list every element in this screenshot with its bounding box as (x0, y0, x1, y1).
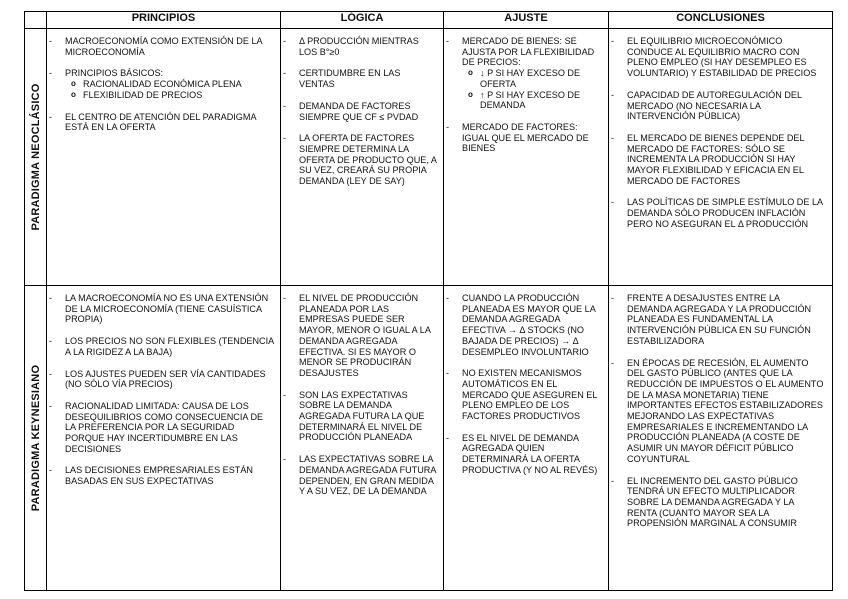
list-item (65, 293, 274, 325)
list-item-text: DEMANDA DE FACTORES SIEMPRE QUE CF ≤ PVDAD (299, 100, 419, 122)
list-item (65, 336, 274, 357)
cell-conclusiones (609, 286, 833, 591)
row-label-neoclasico: PARADIGMA NEOCLÁSICO (29, 83, 42, 231)
list-item-text: LAS EXPECTATIVAS SOBRE LA DEMANDA AGREGADA FUTURA DEPENDEN, EN GRAN MEDIDA Y A SU VEZ, DE LA DEMANDA (299, 454, 436, 497)
list-item-text: MACROECONOMÍA COMO EXTENSIÓN DE LA MICROECONOMÍA (65, 36, 263, 57)
bullet-list (609, 29, 832, 230)
list-item-text: EL CENTRO DE ATENCIÓN DEL PARADIGMA ESTÁ EN LA OFERTA (65, 111, 257, 133)
cell-logica (281, 286, 444, 591)
list-item (299, 101, 437, 122)
list-item (65, 369, 274, 390)
list-item (65, 36, 274, 57)
row-label-keynesiano: PARADIGMA KEYNESIANO (29, 364, 42, 512)
header-row (25, 12, 833, 29)
cell-conclusiones (609, 29, 833, 286)
list-item-text: LA OFERTA DE FACTORES SIEMPRE DETERMINA LA OFERTA DE PRODUCTO QUE, A SU VEZ, CREARÁ SU PROPIA DEMANDA (LEY DE SAY) (299, 133, 437, 187)
sub-list (65, 79, 274, 100)
list-item (627, 293, 826, 347)
header-logica: LÓGICA (281, 12, 444, 29)
list-item (462, 293, 602, 357)
list-item-text: PRINCIPIOS BÁSICOS: (65, 68, 164, 79)
list-item-text: EL MERCADO DE BIENES DEPENDE DEL MERCADO DE FACTORES: SÓLO SE INCREMENTA LA PRODUCCIÓN SI HAY MAYOR FLEXIBILIDAD Y EFICACIA EN EL MERCADO DE FACTORES (627, 132, 805, 186)
sub-list-item: o ↑ P SI HAY EXCESO DE DEMANDA (480, 90, 602, 111)
list-item-text: SON LAS EXPECTATIVAS SOBRE LA DEMANDA AGREGADA FUTURA LA QUE DETERMINARÁ EL NIVEL DE PRODUCCIÓN PLANEADA (299, 389, 425, 443)
list-item-text: LAS DECISIONES EMPRESARIALES ESTÁN BASADAS EN SUS EXPECTATIVAS (65, 465, 253, 487)
sub-list-item: o RACIONALIDAD ECONÓMICA PLENA (83, 79, 274, 90)
list-item (627, 36, 826, 79)
list-item-text: LOS AJUSTES PUEDEN SER VÍA CANTIDADES (NO SÓLO VÍA PRECIOS) (65, 368, 266, 390)
list-item (627, 133, 826, 187)
cell-principios (47, 29, 281, 286)
list-item-text: CERTIDUMBRE EN LAS VENTAS (299, 68, 401, 90)
row-keynesiano (25, 286, 833, 591)
list-item-text: Δ PRODUCCIÓN MIENTRAS LOS B°≥0 (299, 36, 419, 57)
list-item (65, 465, 274, 486)
row-label-cell (25, 29, 47, 286)
list-item (627, 476, 826, 530)
sub-list-item: o ↓ P SI HAY EXCESO DE OFERTA (480, 68, 602, 89)
cell-ajuste (444, 286, 609, 591)
list-item (627, 197, 826, 229)
list-item (462, 368, 602, 422)
list-item-text: LAS POLÍTICAS DE SIMPLE ESTÍMULO DE LA DEMANDA SÓLO PRODUCEN INFLACIÓN PERO NO ASEGURAN EL Δ PRODUCCIÓN (627, 197, 823, 229)
sub-list-item: o FLEXIBILIDAD DE PRECIOS (83, 90, 274, 101)
list-item-text: MERCADO DE BIENES: SE AJUSTA POR LA FLEXIBILIDAD DE PRECIOS: (462, 36, 595, 68)
list-item-text: LOS PRECIOS NO SON FLEXIBLES (TENDENCIA A LA RIGIDEZ A LA BAJA) (65, 336, 274, 357)
header-ajuste: AJUSTE (444, 12, 609, 29)
list-item-text: NO EXISTEN MECANISMOS AUTOMÁTICOS EN EL MERCADO QUE ASEGUREN EL PLENO EMPLEO DE LOS FACTORES PRODUCTIVOS (462, 368, 598, 422)
sub-list (462, 68, 602, 111)
list-item-text: FRENTE A DESAJUSTES ENTRE LA DEMANDA AGREGADA Y LA PRODUCCIÓN PLANEADA ES FUNDAMENTAL LA INTERVENCIÓN PÚBLICA EN SU FUNCIÓN ESTABILIZADORA (627, 293, 812, 346)
list-item (462, 433, 602, 476)
list-item-text: EN ÉPOCAS DE RECESIÓN, EL AUMENTO DEL GASTO PÚBLICO (ANTES QUE LA REDUCCIÓN DE IMPUESTOS O EL AUMENTO DE LA MASA MONETARIA) TIENE IMPORTANTES EFECTOS ESTABILIZADORES MEJORANDO LAS EXPECTATIVAS EMPRESARIALES E INCREMENTANDO LA PRODUCCIÓN PLANEADA (A COSTE DE ASUMIR UN MAYOR DÉFICIT PÚBLICO COYUNTURAL (627, 357, 824, 464)
list-item (65, 112, 274, 133)
list-item-text: CAPACIDAD DE AUTOREGULACIÓN DEL MERCADO (NO NECESARIA LA INTERVENCIÓN PÚBLICA) (627, 89, 802, 122)
cell-principios (47, 286, 281, 591)
list-item-text: RACIONALIDAD LIMITADA: CAUSA DE LOS DESEQUILIBRIOS COMO CONSECUENCIA DE LA PREFERENCIA POR LA SEGURIDAD PORQUE HAY INCERTIDUMBRE EN LAS DECISIONES (65, 400, 264, 454)
bullet-list (281, 286, 443, 497)
list-item (65, 401, 274, 455)
list-item (299, 133, 437, 187)
row-neoclasico (25, 29, 833, 286)
list-item (627, 358, 826, 465)
list-item-text: LA MACROECONOMÍA NO ES UNA EXTENSIÓN DE LA MICROECONOMÍA (TIENE CASUÍSTICA PROPIA) (65, 293, 269, 325)
list-item (299, 293, 437, 379)
list-item-text: MERCADO DE FACTORES: IGUAL QUE EL MERCADO DE BIENES (462, 121, 589, 154)
list-item (299, 454, 437, 497)
bullet-list (444, 29, 608, 154)
bullet-list (609, 286, 832, 529)
row-label-cell (25, 286, 47, 591)
list-item-text: EL EQUILIBRIO MICROECONÓMICO CONDUCE AL EQUILIBRIO MACRO CON PLENO EMPLEO (SI HAY DESEMPLEO ES VOLUNTARIO) Y ESTABILIDAD DE PRECIOS (627, 36, 817, 79)
corner-cell (25, 12, 47, 29)
cell-ajuste (444, 29, 609, 286)
bullet-list (47, 29, 280, 133)
list-item-text: EL INCREMENTO DEL GASTO PÚBLICO TENDRÁ UN EFECTO MULTIPLICADOR SOBRE LA DEMANDA AGREGADA Y LA RENTA (CUANTO MAYOR SEA LA PROPENSIÓN MARGINAL A CONSUMIR (627, 475, 798, 529)
list-item-text: ES EL NIVEL DE DEMANDA AGREGADA QUIEN DETERMINARÁ LA OFERTA PRODUCTIVA (Y NO AL REVÉS) (462, 432, 598, 475)
bullet-list (281, 29, 443, 187)
list-item (299, 36, 437, 57)
header-principios: PRINCIPIOS (47, 12, 281, 29)
bullet-list (47, 286, 280, 487)
list-item-text: CUANDO LA PRODUCCIÓN PLANEADA ES MAYOR QUE LA DEMANDA AGREGADA EFECTIVA → Δ STOCKS (NO BAJADA DE PRECIOS) → Δ DESEMPLEO INVOLUNTARIO (462, 293, 596, 357)
list-item (299, 390, 437, 444)
list-item (299, 68, 437, 89)
list-item (627, 90, 826, 122)
list-item (462, 122, 602, 154)
paradigms-table (24, 11, 833, 591)
bullet-list (444, 286, 608, 476)
list-item (462, 36, 602, 111)
cell-logica (281, 29, 444, 286)
list-item (65, 68, 274, 100)
header-conclusiones: CONCLUSIONES (609, 12, 833, 29)
list-item-text: EL NIVEL DE PRODUCCIÓN PLANEADA POR LAS EMPRESAS PUEDE SER MAYOR, MENOR O IGUAL A LA DEMANDA AGREGADA EFECTIVA. SI ES MAYOR O MENOR SE PRODUCIRÁN DESAJUSTES (299, 293, 431, 378)
